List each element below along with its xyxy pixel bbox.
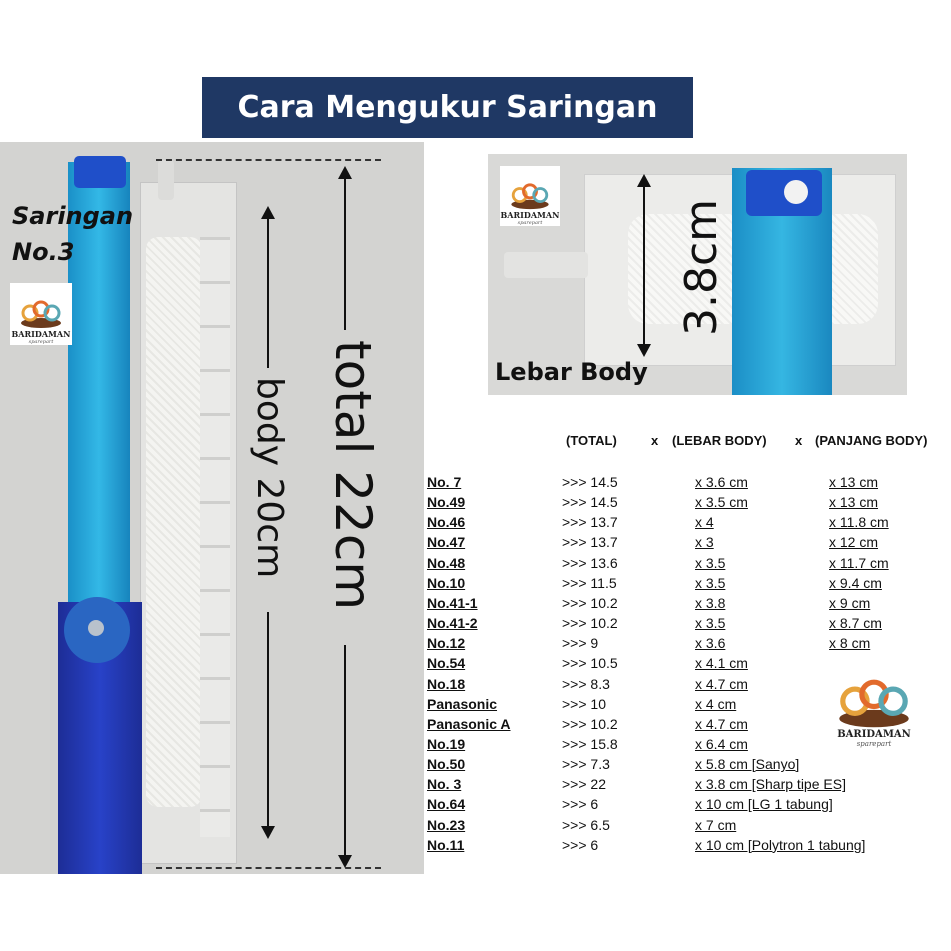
body-line-upper [267,218,269,368]
row-model: No.48 [427,554,466,571]
total-line-upper [344,178,346,330]
row-model: No.50 [427,756,466,773]
row-model: No.41-2 [427,615,478,632]
row-model: No.23 [427,816,466,833]
header-lebar: (LEBAR BODY) [672,433,767,448]
row-width: x 4.7 cm [695,675,748,692]
filter-model-label [12,198,133,270]
header-total: (TOTAL) [566,433,617,448]
row-width: x 3.6 [695,635,726,652]
row-length: x 13 cm [829,494,879,511]
row-total: >>> 10.2 [562,615,618,632]
total-arrow-up [338,166,352,179]
row-width: x 3.8 [695,594,726,611]
row-length: x 9.4 cm [829,574,882,591]
header-x1: x [651,433,659,448]
brand-logo-subtitle: sparepart [856,740,892,748]
row-model: No.18 [427,675,466,692]
table-row [427,837,937,855]
row-length: x 8 cm [829,635,871,652]
row-total: >>> 13.7 [562,514,618,531]
row-model: Panasonic A [427,715,511,732]
row-total: >>> 9 [562,635,599,652]
row-total: >>> 13.7 [562,534,618,551]
total-length-label: total 22cm [324,340,382,611]
row-length: x 12 cm [829,534,879,551]
row-width: x 10 cm [Polytron 1 tabung] [695,836,866,853]
row-model: No.19 [427,735,466,752]
row-width: x 3.5 [695,554,726,571]
filter-model-line2: No.3 [12,238,75,266]
row-width: x 3.5 cm [695,494,748,511]
brand-logo-name: BARIDAMAN [11,329,71,339]
row-length: x 8.7 cm [829,615,882,632]
row-total: >>> 15.8 [562,735,618,752]
header-panjang: (PANJANG BODY) [815,433,928,448]
brand-logo-icon [18,299,64,329]
row-length: x 11.7 cm [829,554,889,571]
table-row [427,474,937,492]
row-width: x 3.5 [695,615,726,632]
row-total: >>> 11.5 [562,574,617,591]
brand-logo-icon [508,182,552,210]
table-row [427,514,937,532]
table-row [427,796,937,814]
row-width: x 7 cm [695,816,737,833]
row-total: >>> 6 [562,836,599,853]
row-model: No. 3 [427,776,462,793]
brand-logo-name: BARIDAMAN [500,210,560,220]
row-total: >>> 14.5 [562,474,618,490]
table-row [427,776,937,794]
table-row [427,494,937,512]
row-model: Panasonic [427,695,498,712]
row-total: >>> 10.5 [562,655,618,672]
filter-top-nozzle [504,252,588,278]
ruler-clip [74,156,126,188]
brand-logo-small [10,283,72,345]
row-width: x 3.8 cm [Sharp tipe ES] [695,776,846,793]
row-width: x 4 [695,514,714,531]
row-total: >>> 7.3 [562,756,610,773]
body-line-lower [267,612,269,827]
row-width: x 6.4 cm [695,735,748,752]
row-width: x 4.7 cm [695,715,748,732]
filter-ribs [200,237,230,837]
row-model: No.41-1 [427,594,478,611]
filter-mesh [146,237,202,807]
row-width: x 3.5 [695,574,726,591]
table-row [427,595,937,613]
brand-logo-subtitle: sparepart [28,339,54,345]
row-model: No. 7 [427,474,462,490]
width-arrow-down [637,344,651,357]
row-width: x 5.8 cm [Sanyo] [695,756,800,773]
page-title: Cara Mengukur Saringan [237,90,658,125]
row-total: >>> 22 [562,776,606,793]
row-total: >>> 6.5 [562,816,610,833]
row-model: No.12 [427,635,466,652]
top-dashed-line [156,159,381,161]
body-arrow-down [261,826,275,839]
row-total: >>> 10.2 [562,715,618,732]
row-width: x 3.6 cm [695,474,748,490]
row-width: x 3 [695,534,714,551]
total-arrow-down [338,855,352,868]
brand-logo-icon [832,677,916,729]
row-total: >>> 14.5 [562,494,618,511]
row-total: >>> 10 [562,695,606,712]
width-arrow-up [637,174,651,187]
row-width: x 10 cm [LG 1 tabung] [695,796,833,813]
table-row [427,555,937,573]
width-measure-line [643,186,645,346]
row-model: No.54 [427,655,466,672]
body-arrow-up [261,206,275,219]
brand-logo-subtitle: sparepart [517,220,543,226]
brand-logo-large [828,668,920,748]
row-total: >>> 13.6 [562,554,618,571]
body-length-label: body 20cm [249,377,290,579]
row-total: >>> 8.3 [562,675,610,692]
brand-logo-photo [500,166,560,226]
page-title-banner [202,77,693,138]
row-model: No.11 [427,836,465,853]
table-row [427,635,937,653]
row-model: No.49 [427,494,466,511]
ruler-top-clip-knob [784,180,808,204]
row-width: x 4 cm [695,695,737,712]
row-length: x 11.8 cm [829,514,889,531]
row-width: x 4.1 cm [695,655,748,672]
table-row [427,575,937,593]
width-caption: Lebar Body [495,358,648,386]
row-length: x 13 cm [829,474,879,490]
brand-logo-name: BARIDAMAN [837,729,911,740]
header-x2: x [795,433,803,448]
table-row [427,534,937,552]
row-model: No.46 [427,514,466,531]
filter-model-line1: Saringan [12,202,134,230]
ruler-pivot-screw [88,620,104,636]
table-row [427,615,937,633]
total-line-lower [344,645,346,855]
row-length: x 9 cm [829,594,871,611]
row-model: No.47 [427,534,466,551]
width-measure-label: 3.8cm [676,198,727,336]
filter-nozzle [158,160,174,200]
table-row [427,817,937,835]
row-total: >>> 10.2 [562,594,618,611]
row-total: >>> 6 [562,796,599,813]
table-row [427,756,937,774]
row-model: No.64 [427,796,466,813]
row-model: No.10 [427,574,466,591]
